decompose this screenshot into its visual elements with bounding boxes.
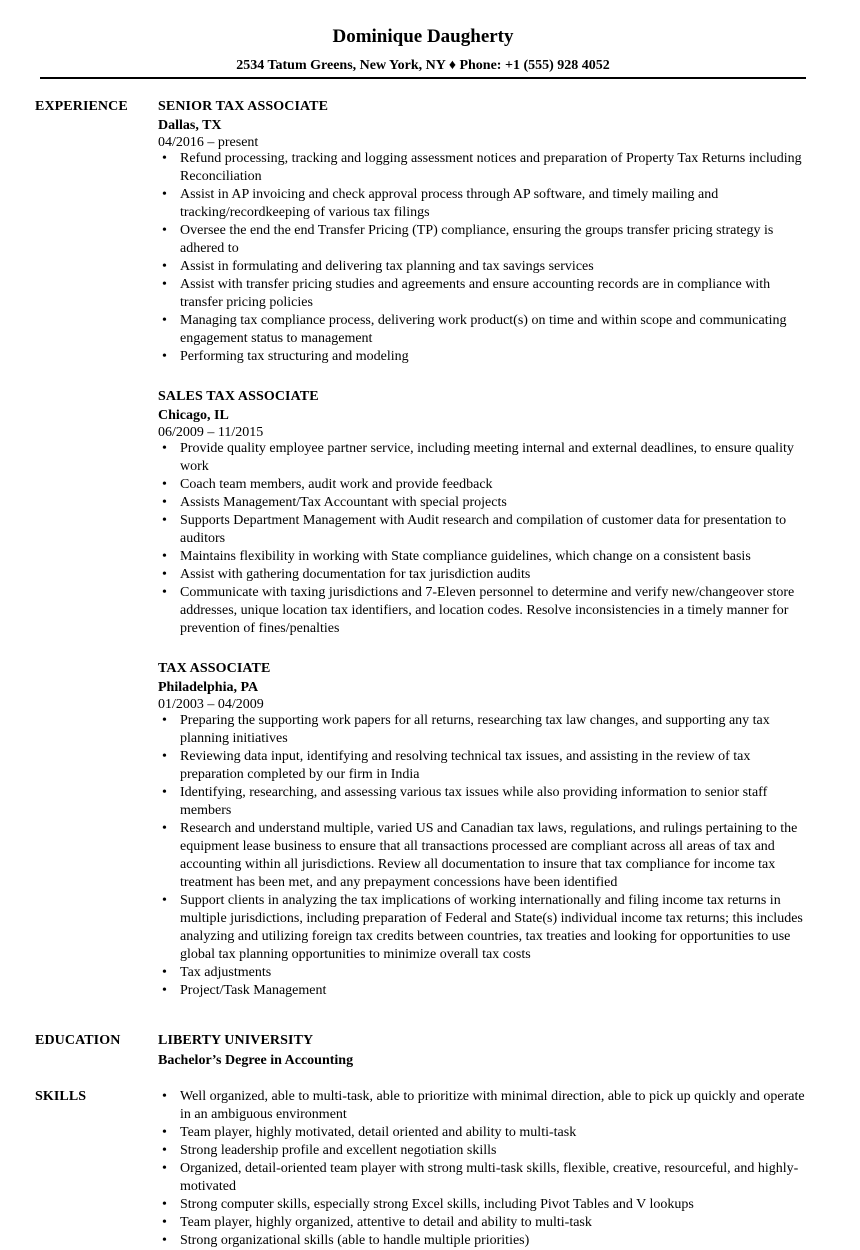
skill-item: • Strong leadership profile and excellent negotiation skills <box>158 1142 810 1160</box>
job-entry <box>158 388 810 638</box>
education-body <box>158 1032 810 1071</box>
section-title-education: EDUCATION <box>35 1033 121 1048</box>
bullet-item: • Assist in formulating and delivering tax planning and tax savings services <box>158 258 810 276</box>
skill-item: • Well organized, able to multi-task, able to prioritize with minimal direction, able to pick up quickly and operate in an ambiguous environment <box>158 1088 810 1124</box>
contact-line: 2534 Tatum Greens, New York, NY ♦ Phone: +1 (555) 928 4052 <box>236 58 610 73</box>
bullet-item: • Oversee the end the end Transfer Pricing (TP) compliance, ensuring the groups transfer pricing strategy is adhered to <box>158 222 810 258</box>
bullet-item: • Assist with gathering documentation for tax jurisdiction audits <box>158 566 810 584</box>
experience-list <box>158 98 810 1022</box>
bullet-item: • Provide quality employee partner service, including meeting internal and external deadlines, to ensure quality work <box>158 440 810 476</box>
bullet-item: • Coach team members, audit work and provide feedback <box>158 476 810 494</box>
candidate-name: Dominique Daugherty <box>332 26 514 47</box>
bullet-item: • Support clients in analyzing the tax implications of working internationally and filing income tax returns in multiple jurisdictions, including preparation of Federal and State(s) individual income tax returns; this includes analyzing and utilizing foreign tax credits between countries, tax treaties and looking for opportunities to use global tax planning opportunities to minimize overall tax costs <box>158 892 810 964</box>
resume-header <box>40 26 806 74</box>
job-dates: 06/2009 – 11/2015 <box>158 425 264 440</box>
skills-list <box>158 1088 810 1250</box>
job-title: SALES TAX ASSOCIATE <box>158 389 319 404</box>
job-dates: 04/2016 – present <box>158 135 259 150</box>
bullet-item: • Maintains flexibility in working with State compliance guidelines, which change on a consistent basis <box>158 548 810 566</box>
job-bullets <box>158 712 810 1000</box>
school-name: LIBERTY UNIVERSITY <box>158 1033 314 1048</box>
job-entry <box>158 660 810 1000</box>
job-location: Philadelphia, PA <box>158 680 259 695</box>
skill-item: • Strong computer skills, especially strong Excel skills, including Pivot Tables and V lookups <box>158 1196 810 1214</box>
skill-item: • Organized, detail-oriented team player with strong multi-task skills, flexible, creative, resourceful, and highly-motivated <box>158 1160 810 1196</box>
bullet-item: • Managing tax compliance process, delivering work product(s) on time and within scope and communicating engagement status to management <box>158 312 810 348</box>
header-divider <box>40 77 806 79</box>
bullet-item: • Project/Task Management <box>158 982 810 1000</box>
bullet-item: • Assists Management/Tax Accountant with special projects <box>158 494 810 512</box>
bullet-item: • Communicate with taxing jurisdictions and 7-Eleven personnel to determine and verify new/changeover store addresses, unique location tax identifiers, and location codes. Resolve inconsistencies in a timely manner for prevention of fines/penalties <box>158 584 810 638</box>
job-entry <box>158 98 810 366</box>
job-bullets <box>158 440 810 638</box>
bullet-item: • Refund processing, tracking and logging assessment notices and preparation of Property Tax Returns including Reconciliation <box>158 150 810 186</box>
job-title: SENIOR TAX ASSOCIATE <box>158 99 329 114</box>
section-title-experience: EXPERIENCE <box>35 99 128 114</box>
bullet-item: • Supports Department Management with Audit research and compilation of customer data for presentation to auditors <box>158 512 810 548</box>
job-dates: 01/2003 – 04/2009 <box>158 697 264 712</box>
skill-item: • Team player, highly motivated, detail oriented and ability to multi-task <box>158 1124 810 1142</box>
bullet-item: • Identifying, researching, and assessing various tax issues while also providing information to senior staff members <box>158 784 810 820</box>
degree: Bachelor’s Degree in Accounting <box>158 1053 354 1068</box>
job-location: Dallas, TX <box>158 118 222 133</box>
bullet-item: • Tax adjustments <box>158 964 810 982</box>
skills-body <box>158 1088 810 1250</box>
job-location: Chicago, IL <box>158 408 229 423</box>
bullet-item: • Performing tax structuring and modeling <box>158 348 810 366</box>
skill-item: • Team player, highly organized, attentive to detail and ability to multi-task <box>158 1214 810 1232</box>
bullet-item: • Assist in AP invoicing and check approval process through AP software, and timely mailing and tracking/recordkeeping of various tax filings <box>158 186 810 222</box>
section-title-skills: SKILLS <box>35 1089 87 1104</box>
bullet-item: • Reviewing data input, identifying and resolving technical tax issues, and assisting in the review of tax preparation completed by our firm in India <box>158 748 810 784</box>
job-bullets <box>158 150 810 366</box>
bullet-item: • Assist with transfer pricing studies and agreements and ensure accounting records are in compliance with transfer pricing policies <box>158 276 810 312</box>
bullet-item: • Research and understand multiple, varied US and Canadian tax laws, regulations, and rulings pertaining to the equipment lease business to ensure that all transactions processed are compliant across all areas of tax and accounting within all jurisdictions. Review all documentation to insure that tax compliance for income tax treatment has been met, and any prepayment concessions have been identified <box>158 820 810 892</box>
job-title: TAX ASSOCIATE <box>158 661 271 676</box>
bullet-item: • Preparing the supporting work papers for all returns, researching tax law changes, and supporting any tax planning initiatives <box>158 712 810 748</box>
skill-item: • Strong organizational skills (able to handle multiple priorities) <box>158 1232 810 1250</box>
